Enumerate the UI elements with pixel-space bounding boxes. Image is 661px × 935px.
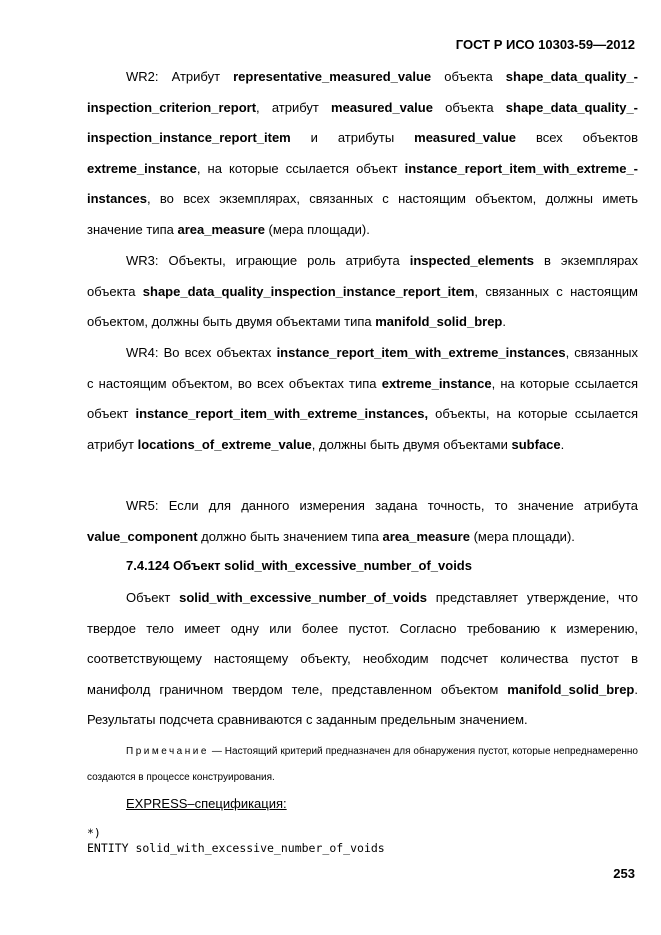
text-run: в экземплярах объекта bbox=[87, 253, 639, 299]
text-run: WR5: Если для данного измерения задана точность, то значение атрибута bbox=[126, 498, 638, 513]
entity-name: instance_report_item_with_extreme_instances bbox=[276, 345, 566, 360]
note-paragraph bbox=[87, 739, 638, 791]
entity-name: instance_report_item_with_extreme_-instances bbox=[87, 160, 638, 206]
entity-name: shape_data_quality_-inspection_instance_report_item bbox=[87, 99, 638, 145]
section-heading: 7.4.124 Объект solid_with_excessive_number_of_voids bbox=[126, 558, 472, 573]
text-run: и атрибуты bbox=[290, 130, 415, 145]
text-run: . Результаты подсчета сравниваются с заданным предельным значением. bbox=[87, 681, 638, 727]
rule-wr4-paragraph bbox=[87, 338, 638, 460]
text-run: WR2: Атрибут bbox=[126, 69, 234, 84]
text-run: (мера площади). bbox=[469, 528, 575, 544]
type-name: manifold_solid_brep bbox=[507, 681, 635, 697]
text-run: , атрибут bbox=[256, 99, 332, 115]
text-run: . bbox=[560, 436, 565, 452]
attribute-name: locations_of_extreme_value bbox=[137, 436, 312, 452]
entity-name: subface bbox=[511, 436, 561, 452]
entity-name: shape_data_quality_inspection_instance_report_item bbox=[142, 283, 475, 299]
type-name: area_measure bbox=[382, 528, 470, 544]
note-text: — Настоящий критерий предназначен для обнаружения пустот, которые непреднамеренно создаются в процессе конструирования. bbox=[87, 746, 638, 783]
text-run: WR4: Во всех объектах bbox=[126, 345, 277, 360]
text-run: объекта bbox=[432, 99, 506, 115]
text-run: , должны быть двумя объектами bbox=[311, 436, 512, 452]
entity-name: extreme_instance bbox=[87, 160, 197, 176]
text-run: , во всех экземплярах, связанных с настоящим объектом, должны иметь значение типа bbox=[87, 191, 638, 237]
rule-wr2-paragraph bbox=[87, 62, 638, 245]
text-run: , связанных с настоящим объектом, должны быть двумя объектами типа bbox=[87, 283, 638, 329]
text-run: Объект bbox=[126, 590, 180, 605]
text-run: объекта bbox=[431, 69, 506, 84]
text-run: , на которые ссылается объект bbox=[196, 160, 405, 176]
text-run: WR3: Объекты, играющие роль атрибута bbox=[126, 253, 410, 268]
attribute-name: representative_measured_value bbox=[233, 69, 432, 84]
text-run: , связанных с настоящим объектом, во всех объектах типа bbox=[87, 345, 639, 391]
rule-wr5-paragraph bbox=[87, 491, 638, 552]
attribute-name: measured_value bbox=[331, 99, 433, 115]
text-run: , на которые ссылается объект bbox=[87, 375, 639, 421]
type-name: area_measure bbox=[177, 221, 265, 237]
text-run: . bbox=[502, 314, 506, 329]
entity-name: shape_data_quality_-inspection_criterion_report bbox=[87, 69, 638, 115]
text-run: (мера площади). bbox=[264, 221, 370, 237]
code-line: ENTITY solid_with_excessive_number_of_voids bbox=[87, 841, 385, 855]
entity-description-paragraph bbox=[87, 583, 638, 736]
express-specification-label: EXPRESS–спецификация: bbox=[126, 796, 287, 811]
document-header: ГОСТ Р ИСО 10303-59—2012 bbox=[455, 37, 635, 52]
code-line: *) bbox=[87, 826, 101, 840]
type-name: manifold_solid_brep bbox=[375, 314, 503, 329]
text-run: должно быть значением типа bbox=[197, 528, 383, 544]
page-number: 253 bbox=[613, 866, 635, 881]
attribute-name: measured_value bbox=[414, 130, 517, 145]
text-run: объекты, на которые ссылается атрибут bbox=[87, 406, 639, 452]
entity-name: extreme_instance bbox=[381, 375, 492, 391]
text-run: всех объектов bbox=[516, 130, 638, 145]
attribute-name: value_component bbox=[87, 528, 198, 544]
text-run: представляет утверждение, что твердое тело имеет одну или более пустот. Согласно требованию к измерению, соответствующему настоящему объекту, необходим подсчет количества пустот в манифолд граничном твердом теле, представленном объектом bbox=[87, 590, 638, 697]
attribute-name: inspected_elements bbox=[409, 253, 535, 268]
rule-wr3-paragraph bbox=[87, 246, 638, 338]
express-code-block bbox=[87, 826, 385, 856]
note-label: Примечание bbox=[126, 746, 209, 757]
entity-name: instance_report_item_with_extreme_instances, bbox=[135, 406, 429, 421]
entity-name: solid_with_excessive_number_of_voids bbox=[179, 590, 427, 605]
